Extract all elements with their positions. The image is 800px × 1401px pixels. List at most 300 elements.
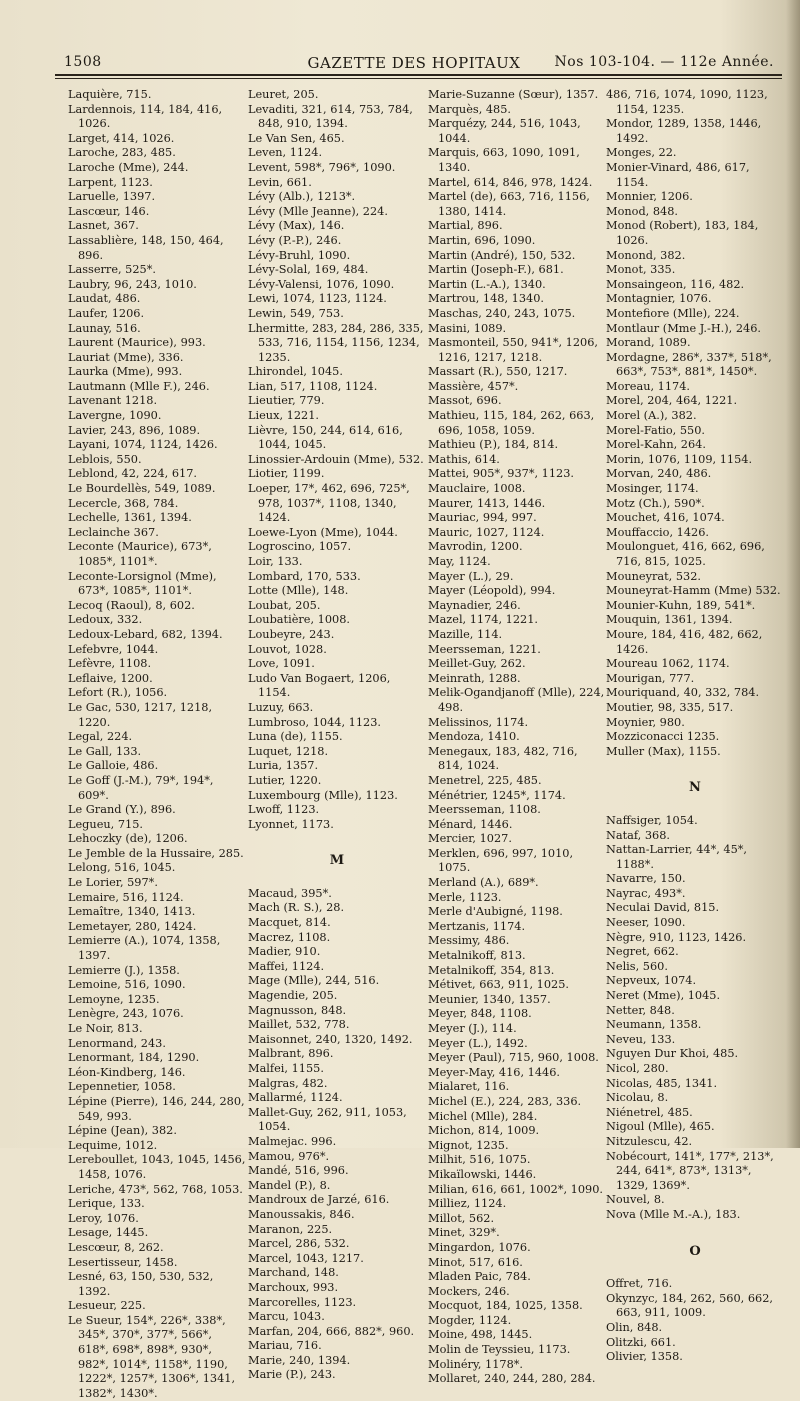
index-entry: Meersseman, 1108.	[428, 803, 541, 817]
index-entry: Mouffaccio, 1426.	[606, 525, 709, 539]
index-entry: Navarre, 150.	[606, 872, 686, 886]
index-entry: Menetrel, 225, 485.	[428, 773, 542, 787]
index-entry: Lemaire, 516, 1124.	[68, 890, 184, 904]
index-entry: Negret, 662.	[606, 945, 679, 959]
index-entry: Levent, 598*, 796*, 1090.	[248, 160, 396, 174]
index-entry: Manoussakis, 846.	[248, 1207, 355, 1221]
index-entry: Le Galloie, 486.	[68, 759, 159, 773]
index-entry: Legal, 224.	[68, 730, 133, 744]
index-entry: Larpent, 1123.	[68, 175, 153, 189]
index-entry: Malbrant, 896.	[248, 1047, 334, 1061]
index-entry: Mayer (L.), 29.	[428, 569, 514, 583]
index-entry: Lian, 517, 1108, 1124.	[248, 379, 378, 393]
index-entry: Lefebvre, 1044.	[68, 642, 159, 656]
index-entry: Marquézy, 244, 516, 1043, 1044.	[428, 117, 581, 145]
header-rule	[55, 74, 782, 76]
index-entry: Marfan, 204, 666, 882*, 960.	[248, 1324, 415, 1338]
index-entry: Métivet, 663, 911, 1025.	[428, 978, 570, 992]
index-entry: Michon, 814, 1009.	[428, 1124, 540, 1138]
index-entry: Mathieu, 115, 184, 262, 663, 696, 1058, 1059.	[428, 409, 595, 437]
index-entry: Macquet, 814.	[248, 916, 331, 930]
index-entry: Leblond, 42, 224, 617.	[68, 467, 197, 481]
index-entry: Messimy, 486.	[428, 934, 510, 948]
index-entry: Martin (André), 150, 532.	[428, 248, 576, 262]
index-entry: Luquet, 1218.	[248, 744, 329, 758]
index-entry: Lenormant, 184, 1290.	[68, 1051, 200, 1065]
index-entry: Neeser, 1090.	[606, 916, 686, 930]
index-entry: Morel-Kahn, 264.	[606, 438, 706, 452]
index-entry: Michel (E.), 224, 283, 336.	[428, 1094, 582, 1108]
journal-title: GAZETTE DES HOPITAUX	[307, 54, 521, 72]
index-entry: Molin de Teyssieu, 1173.	[428, 1343, 571, 1357]
index-entry: Massart (R.), 550, 1217.	[428, 365, 568, 379]
index-entry: Leuret, 205.	[248, 88, 319, 101]
index-entry: Mogder, 1124.	[428, 1313, 512, 1327]
index-entry: Lumbroso, 1044, 1123.	[248, 715, 381, 729]
index-entry: Le Van Sen, 465.	[248, 131, 345, 145]
index-entry: Maynadier, 246.	[428, 598, 521, 612]
index-entry: Mauriac, 994, 997.	[428, 511, 537, 525]
index-entry: Meillet-Guy, 262.	[428, 657, 526, 671]
index-entry: Moine, 498, 1445.	[428, 1328, 533, 1342]
index-column-1	[68, 88, 246, 1401]
index-entry: Lehoczky (de), 1206.	[68, 832, 188, 846]
index-entry: Marchoux, 993.	[248, 1280, 339, 1294]
index-entry: Nègre, 910, 1123, 1426.	[606, 930, 747, 944]
index-entry: Merland (A.), 689*.	[428, 876, 539, 890]
index-entry: Olin, 848.	[606, 1320, 663, 1334]
index-entry: Mach (R. S.), 28.	[248, 901, 345, 915]
index-entry: Leconte-Lorsignol (Mme), 673*, 1085*, 1101*.	[68, 569, 217, 598]
index-entry: Laufer, 1206.	[68, 306, 145, 320]
index-entry: Merklen, 696, 997, 1010, 1075.	[428, 846, 574, 875]
index-entry: Naffsiger, 1054.	[606, 813, 698, 827]
index-entry: Leven, 1124.	[248, 146, 323, 160]
issue-info: Nos 103-104. — 112e Année.	[554, 54, 774, 70]
index-entry: Morin, 1076, 1109, 1154.	[606, 452, 753, 466]
index-entry: Loubeyre, 243.	[248, 627, 335, 641]
index-entry: Lemoine, 516, 1090.	[68, 978, 186, 992]
index-entry: Moutier, 98, 335, 517.	[606, 700, 734, 714]
index-entry: Monot, 335.	[606, 263, 676, 277]
index-entry: Lautmann (Mlle F.), 246.	[68, 379, 210, 393]
index-entry: Le Sueur, 154*, 226*, 338*, 345*, 370*, 377*, 566*, 618*, 698*, 898*, 930*, 982*, 1014*, 1158*, 1190, 1222*, 1257*, 1306*, 1341, 1382*, 1430*.	[68, 1313, 236, 1400]
index-entry: Linossier-Ardouin (Mme), 532.	[248, 452, 424, 466]
index-entry: Mertzanis, 1174.	[428, 919, 526, 933]
index-entry: Martel (de), 663, 716, 1156, 1380, 1414.	[428, 190, 590, 218]
index-entry: Le Gac, 530, 1217, 1218, 1220.	[68, 700, 213, 729]
index-entry: Mariau, 716.	[248, 1339, 322, 1353]
index-entry: Lascœur, 146.	[68, 204, 150, 218]
index-entry: Mordagne, 286*, 337*, 518*, 663*, 753*, 881*, 1450*.	[606, 350, 772, 379]
index-entry: Laruelle, 1397.	[68, 190, 156, 204]
index-entry: Millot, 562.	[428, 1211, 495, 1225]
index-entry: Lévy-Valensi, 1076, 1090.	[248, 277, 395, 291]
index-entry: Neret (Mme), 1045.	[606, 989, 721, 1003]
index-entry: Luna (de), 1155.	[248, 730, 343, 744]
index-entry: Milliez, 1124.	[428, 1197, 507, 1211]
index-entry: Lepennetier, 1058.	[68, 1080, 176, 1094]
index-entry: Ledoux, 332.	[68, 613, 143, 627]
index-entry: Lauriat (Mme), 336.	[68, 350, 184, 364]
index-entry: Mockers, 246.	[428, 1284, 510, 1298]
index-entry: Morel-Fatio, 550.	[606, 423, 705, 437]
index-entry: Macrez, 1108.	[248, 930, 331, 944]
index-entry: Metalnikoff, 813.	[428, 949, 526, 963]
index-entry: Moynier, 980.	[606, 715, 685, 729]
index-entry: Nitzulescu, 42.	[606, 1134, 693, 1148]
index-entry: Lelong, 516, 1045.	[68, 861, 176, 875]
index-column-2	[248, 88, 426, 1383]
index-entry: Merle, 1123.	[428, 890, 502, 904]
index-entry: Lefèvre, 1108.	[68, 657, 152, 671]
index-entry: Moure, 184, 416, 482, 662, 1426.	[606, 627, 763, 656]
index-entry: Ludo Van Bogaert, 1206, 1154.	[248, 671, 391, 700]
index-entry: Okynzyc, 184, 262, 560, 662, 663, 911, 1009.	[606, 1291, 773, 1320]
index-entry: Le Lorier, 597*.	[68, 876, 158, 890]
index-entry: Laurka (Mme), 993.	[68, 365, 183, 379]
index-entry: Morel (A.), 382.	[606, 409, 697, 423]
index-entry: Mingardon, 1076.	[428, 1240, 531, 1254]
index-entry: Lépine (Jean), 382.	[68, 1124, 177, 1138]
index-entry: Laquière, 715.	[68, 88, 152, 101]
index-entry: Lévy-Solal, 169, 484.	[248, 263, 369, 277]
index-entry: Meyer, 848, 1108.	[428, 1007, 532, 1021]
index-entry: Massot, 696.	[428, 394, 502, 408]
index-entry: Marquis, 663, 1090, 1091, 1340.	[428, 146, 580, 174]
index-entry: Metalnikoff, 354, 813.	[428, 963, 555, 977]
index-entry: Le Gall, 133.	[68, 744, 142, 758]
index-entry: Mathieu (P.), 184, 814.	[428, 438, 559, 452]
index-entry: Mourigan, 777.	[606, 671, 695, 685]
index-entry: Mozziconacci 1235.	[606, 730, 720, 744]
index-entry: Mathis, 614.	[428, 452, 500, 466]
index-entry: Lemoyne, 1235.	[68, 992, 160, 1006]
index-entry: Nouvel, 8.	[606, 1193, 665, 1207]
index-entry: Lieutier, 779.	[248, 394, 325, 408]
index-entry: Lecoq (Raoul), 8, 602.	[68, 598, 195, 612]
index-entry: Mavrodin, 1200.	[428, 540, 523, 554]
index-entry: Montlaur (Mme J.-H.), 246.	[606, 321, 762, 335]
index-entry: Mandé, 516, 996.	[248, 1164, 349, 1178]
index-entry: Lévy (Mlle Jeanne), 224.	[248, 204, 388, 218]
index-entry: Meinrath, 1288.	[428, 671, 521, 685]
index-entry: Mouquin, 1361, 1394.	[606, 613, 733, 627]
index-entry: Laurent (Maurice), 993.	[68, 336, 206, 350]
index-entry: Mikaïlowski, 1446.	[428, 1167, 537, 1181]
index-entry: Muller (Max), 1155.	[606, 744, 721, 758]
index-entry: Lavergne, 1090.	[68, 409, 162, 423]
index-entry: Le Jemble de la Hussaire, 285.	[68, 846, 244, 860]
index-entry: Nicol, 280.	[606, 1062, 669, 1075]
index-entry: Malfei, 1155.	[248, 1062, 324, 1075]
index-entry: Lhermitte, 283, 284, 286, 335, 533, 716, 1154, 1156, 1234, 1235.	[248, 321, 424, 364]
index-entry: Nicolas, 485, 1341.	[606, 1076, 718, 1090]
index-entry: Nguyen Dur Khoi, 485.	[606, 1047, 739, 1061]
index-entry: Milian, 616, 661, 1002*, 1090.	[428, 1182, 604, 1196]
index-entry: Malmejac. 996.	[248, 1134, 337, 1148]
index-entry: Masmonteil, 550, 941*, 1206, 1216, 1217, 1218.	[428, 336, 598, 364]
index-entry: Lesueur, 225.	[68, 1299, 146, 1313]
index-entry: Laroche (Mme), 244.	[68, 160, 189, 174]
section-letter: O	[689, 1243, 701, 1259]
index-entry: Lewin, 549, 753.	[248, 306, 344, 320]
index-entry: Marie, 240, 1394.	[248, 1353, 351, 1367]
index-entry: Layani, 1074, 1124, 1426.	[68, 438, 218, 452]
index-entry: Lechelle, 1361, 1394.	[68, 511, 192, 525]
index-entry: Lièvre, 150, 244, 614, 616, 1044, 1045.	[248, 423, 403, 452]
index-entry: Lemierre (J.), 1358.	[68, 963, 180, 977]
index-entry: Martin (L.-A.), 1340.	[428, 277, 546, 291]
index-entry: Marcel, 1043, 1217.	[248, 1251, 364, 1265]
index-entry: Ledoux-Lebard, 682, 1394.	[68, 627, 223, 641]
index-entry: Michel (Mlle), 284.	[428, 1109, 538, 1123]
index-entry: Ménétrier, 1245*, 1174.	[428, 788, 566, 802]
index-entry: Magendie, 205.	[248, 989, 338, 1003]
index-entry: Mattei, 905*, 937*, 1123.	[428, 467, 574, 481]
index-entry: Lesertisseur, 1458.	[68, 1255, 178, 1269]
index-entry: Martrou, 148, 1340.	[428, 292, 544, 306]
index-entry: Macaud, 395*.	[248, 886, 332, 900]
index-entry: Marcel, 286, 532.	[248, 1237, 350, 1251]
index-entry: Motz (Ch.), 590*.	[606, 496, 705, 510]
index-entry: Lévy (P.-P.), 246.	[248, 233, 342, 247]
index-entry: Lavenant 1218.	[68, 394, 158, 408]
index-entry: Loubat, 205.	[248, 598, 321, 612]
index-entry: Moureau 1062, 1174.	[606, 657, 730, 671]
index-entry: Levin, 661.	[248, 175, 312, 189]
index-entry: Maschas, 240, 243, 1075.	[428, 306, 576, 320]
index-entry: Laudat, 486.	[68, 292, 141, 306]
index-entry: Loir, 133.	[248, 555, 303, 568]
index-entry: Moreau, 1174.	[606, 379, 690, 393]
index-entry: Marie (P.), 243.	[248, 1368, 336, 1382]
page-header	[44, 50, 784, 72]
index-entry: May, 1124.	[428, 555, 491, 568]
index-entry: Maisonnet, 240, 1320, 1492.	[248, 1032, 413, 1046]
index-entry: Maffei, 1124.	[248, 959, 325, 973]
index-entry: Leconte (Maurice), 673*, 1085*, 1101*.	[68, 540, 212, 568]
index-entry: Loeper, 17*, 462, 696, 725*, 978, 1037*, 1108, 1340, 1424.	[248, 482, 410, 525]
index-entry: Marcu, 1043.	[248, 1310, 325, 1324]
index-entry: Mladen Paic, 784.	[428, 1270, 531, 1284]
index-entry: Laubry, 96, 243, 1010.	[68, 277, 197, 291]
index-entry: Lenègre, 243, 1076.	[68, 1007, 184, 1021]
index-entry: Leroy, 1076.	[68, 1211, 139, 1225]
index-entry: Neveu, 133.	[606, 1032, 676, 1046]
index-entry: Lescœur, 8, 262.	[68, 1240, 164, 1254]
index-entry: Meyer (J.), 114.	[428, 1022, 517, 1035]
index-entry: Leriche, 473*, 562, 768, 1053.	[68, 1182, 243, 1196]
index-column-3	[428, 88, 606, 1387]
index-entry: Nattan-Larrier, 44*, 45*, 1188*.	[606, 843, 748, 871]
index-entry: Olitzki, 661.	[606, 1335, 676, 1349]
index-entry: Mamou, 976*.	[248, 1149, 330, 1163]
index-entry: Mignot, 1235.	[428, 1138, 509, 1152]
index-entry: Menegaux, 183, 482, 716, 814, 1024.	[428, 744, 578, 773]
index-entry: Monod (Robert), 183, 184, 1026.	[606, 219, 759, 247]
index-entry: Marie-Suzanne (Sœur), 1357.	[428, 88, 599, 101]
section-letter: N	[689, 780, 701, 796]
index-entry: Melissinos, 1174.	[428, 715, 529, 729]
index-entry: Lemierre (A.), 1074, 1358, 1397.	[68, 934, 221, 963]
index-entry: Mazille, 114.	[428, 627, 503, 641]
index-entry: Mocquot, 184, 1025, 1358.	[428, 1299, 583, 1313]
section-letter: M	[329, 853, 345, 869]
index-entry: Lasserre, 525*.	[68, 263, 156, 277]
index-entry: Meyer (Paul), 715, 960, 1008.	[428, 1051, 599, 1065]
index-entry: Melik-Ogandjanoff (Mlle), 224, 498.	[428, 686, 605, 714]
index-entry: Mandel (P.), 8.	[248, 1178, 331, 1192]
index-entry: Lefort (R.), 1056.	[68, 686, 168, 700]
index-entry: Mouneyrat, 532.	[606, 569, 701, 583]
index-entry: Nayrac, 493*.	[606, 886, 686, 900]
page-number: 1508	[64, 54, 102, 70]
index-entry: Le Bourdellès, 549, 1089.	[68, 482, 216, 496]
index-entry: Lévy-Bruhl, 1090.	[248, 248, 351, 262]
index-entry: Montefiore (Mlle), 224.	[606, 306, 740, 320]
index-entry: Lecercle, 368, 784.	[68, 496, 179, 510]
index-entry: Mandroux de Jarzé, 616.	[248, 1193, 390, 1207]
index-entry: Lemetayer, 280, 1424.	[68, 919, 197, 933]
index-entry: Luria, 1357.	[248, 759, 319, 773]
index-entry: Masini, 1089.	[428, 321, 507, 335]
index-entry: Mouriquand, 40, 332, 784.	[606, 686, 760, 700]
index-entry: Nicolau, 8.	[606, 1091, 669, 1105]
index-entry: Mauclaire, 1008.	[428, 482, 526, 496]
index-entry: Lereboullet, 1043, 1045, 1456, 1458, 1076.	[68, 1153, 246, 1181]
index-entry: Meunier, 1340, 1357.	[428, 992, 551, 1006]
index-entry: Loewe-Lyon (Mme), 1044.	[248, 525, 398, 539]
index-entry: Lasnet, 367.	[68, 219, 139, 233]
index-entry: Monges, 22.	[606, 146, 677, 160]
index-entry: Levaditi, 321, 614, 753, 784, 848, 910, 1394.	[248, 102, 413, 131]
index-entry: Marquès, 485.	[428, 102, 512, 116]
index-entry: Le Noir, 813.	[68, 1022, 143, 1035]
index-entry: Larget, 414, 1026.	[68, 131, 175, 145]
index-entry: Meyer (L.), 1492.	[428, 1036, 528, 1050]
index-entry: Mialaret, 116.	[428, 1080, 510, 1094]
index-entry: Monond, 382.	[606, 248, 686, 262]
index-entry: Mayer (Léopold), 994.	[428, 584, 556, 598]
index-entry: Meersseman, 1221.	[428, 642, 541, 656]
index-entry: Neumann, 1358.	[606, 1018, 702, 1032]
index-entry: Lombard, 170, 533.	[248, 569, 361, 583]
index-entry: Maillet, 532, 778.	[248, 1018, 350, 1032]
index-entry: Nova (Mlle M.-A.), 183.	[606, 1207, 741, 1221]
index-entry: Martial, 896.	[428, 219, 503, 233]
index-entry: Nelis, 560.	[606, 959, 668, 973]
index-entry: Le Goff (J.-M.), 79*, 194*, 609*.	[68, 773, 214, 802]
index-entry: Monod, 848.	[606, 204, 679, 218]
index-entry: Lenormand, 243.	[68, 1036, 166, 1050]
index-entry: Neculai David, 815.	[606, 901, 720, 915]
index-entry: Leblois, 550.	[68, 452, 142, 466]
index-entry: Nataf, 368.	[606, 828, 671, 842]
index-entry: Martel, 614, 846, 978, 1424.	[428, 175, 593, 189]
index-entry: Lequime, 1012.	[68, 1138, 158, 1152]
index-entry: Lieux, 1221.	[248, 409, 319, 423]
index-entry: Minet, 329*.	[428, 1226, 500, 1240]
page-edge-shadow	[786, 0, 800, 1148]
index-entry: Lwoff, 1123.	[248, 803, 320, 817]
index-entry: Louvot, 1028.	[248, 642, 327, 656]
index-entry: Maurer, 1413, 1446.	[428, 496, 546, 510]
index-entry: Loubatière, 1008.	[248, 613, 350, 627]
index-entry: Laroche, 283, 485.	[68, 146, 176, 160]
index-entry: Molinéry, 1178*.	[428, 1357, 524, 1371]
index-entry: Mouchet, 416, 1074.	[606, 511, 725, 525]
index-entry: 486, 716, 1074, 1090, 1123, 1154, 1235.	[606, 88, 768, 116]
index-entry: Monsaingeon, 116, 482.	[606, 277, 745, 291]
index-entry: Mallet-Guy, 262, 911, 1053, 1054.	[248, 1105, 407, 1134]
index-entry: Malgras, 482.	[248, 1076, 328, 1090]
index-entry: Magnusson, 848.	[248, 1003, 347, 1017]
index-entry: Lotte (Mlle), 148.	[248, 584, 349, 598]
index-entry: Mounier-Kuhn, 189, 541*.	[606, 598, 756, 612]
index-entry: Lesage, 1445.	[68, 1226, 149, 1240]
header-rule-thin	[55, 78, 782, 79]
index-entry: Offret, 716.	[606, 1277, 673, 1291]
index-entry: Niénetrel, 485.	[606, 1105, 693, 1119]
index-entry: Monnier, 1206.	[606, 190, 693, 204]
index-entry: Le Grand (Y.), 896.	[68, 803, 176, 817]
index-entry: Lyonnet, 1173.	[248, 817, 334, 831]
index-entry: Lemaître, 1340, 1413.	[68, 905, 196, 919]
index-entry: Moulonguet, 416, 662, 696, 716, 815, 1025.	[606, 540, 765, 568]
index-entry: Liotier, 1199.	[248, 467, 325, 481]
index-entry: Olivier, 1358.	[606, 1350, 683, 1364]
index-entry: Nigoul (Mlle), 465.	[606, 1120, 715, 1134]
index-entry: Monier-Vinard, 486, 617, 1154.	[606, 160, 750, 189]
index-entry: Marcorelles, 1123.	[248, 1295, 357, 1309]
index-column-4	[606, 88, 784, 1365]
index-entry: Mage (Mlle), 244, 516.	[248, 974, 380, 988]
index-entry: Morel, 204, 464, 1221.	[606, 394, 738, 408]
index-entry: Lhirondel, 1045.	[248, 365, 343, 379]
index-entry: Montagnier, 1076.	[606, 292, 712, 306]
index-entry: Mosinger, 1174.	[606, 482, 699, 496]
index-entry: Morvan, 240, 486.	[606, 467, 712, 481]
index-entry: Mollaret, 240, 244, 280, 284.	[428, 1372, 596, 1386]
index-entry: Launay, 516.	[68, 321, 141, 335]
index-entry: Lardennois, 114, 184, 416, 1026.	[68, 102, 223, 131]
index-entry: Nobécourt, 141*, 177*, 213*, 244, 641*, 873*, 1313*, 1329, 1369*.	[606, 1149, 774, 1192]
index-entry: Netter, 848.	[606, 1003, 675, 1017]
index-entry: Leclainche 367.	[68, 525, 159, 539]
index-entry: Love, 1091.	[248, 657, 315, 671]
index-entry: Lévy (Alb.), 1213*.	[248, 190, 356, 204]
index-entry: Mendoza, 1410.	[428, 730, 520, 744]
index-entry: Logroscino, 1057.	[248, 540, 352, 554]
index-entry: Meyer-May, 416, 1446.	[428, 1065, 560, 1079]
index-entry: Martin (Joseph-F.), 681.	[428, 263, 564, 277]
index-entry: Massière, 457*.	[428, 379, 519, 393]
index-entry: Legueu, 715.	[68, 817, 143, 831]
index-entry: Mondor, 1289, 1358, 1446, 1492.	[606, 117, 762, 145]
index-entry: Lépine (Pierre), 146, 244, 280, 549, 993.	[68, 1094, 245, 1123]
index-entry: Lewi, 1074, 1123, 1124.	[248, 292, 387, 306]
index-entry: Mauric, 1027, 1124.	[428, 525, 545, 539]
index-entry: Milhit, 516, 1075.	[428, 1153, 531, 1167]
index-entry: Nepveux, 1074.	[606, 974, 697, 988]
index-entry: Marchand, 148.	[248, 1266, 339, 1280]
index-entry: Lavier, 243, 896, 1089.	[68, 423, 201, 437]
index-entry: Minot, 517, 616.	[428, 1255, 523, 1269]
index-entry: Morand, 1089.	[606, 336, 691, 350]
index-entry: Mouneyrat-Hamm (Mme) 532.	[606, 584, 781, 598]
index-entry: Mercier, 1027.	[428, 832, 512, 846]
